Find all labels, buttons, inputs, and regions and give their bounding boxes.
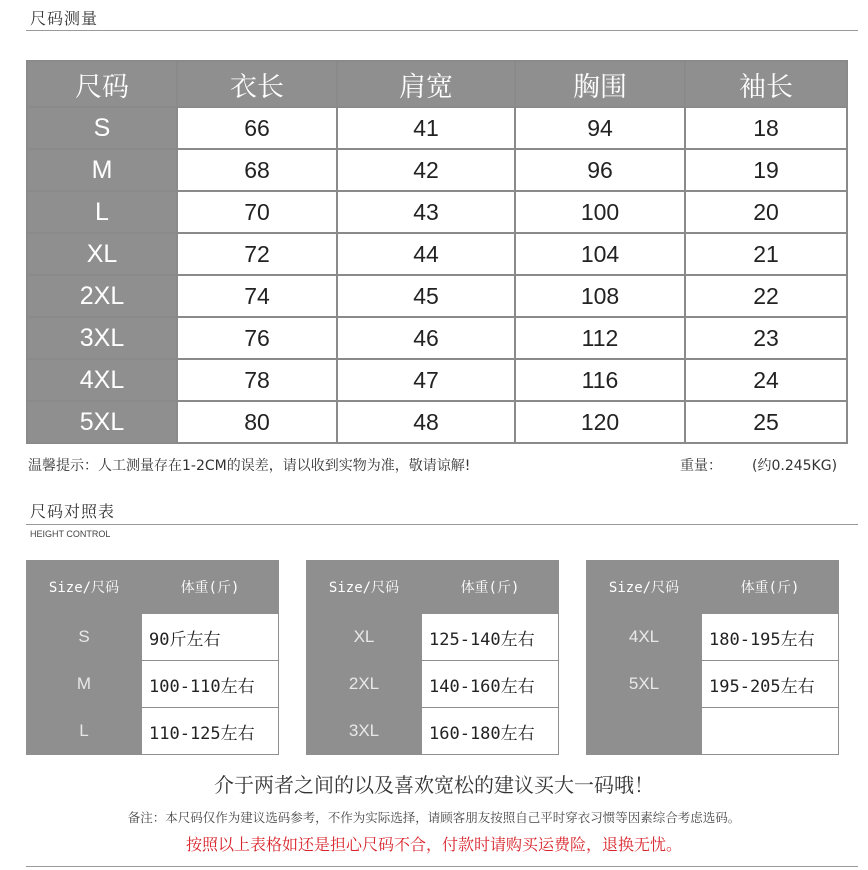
note-shipping-insurance: 按照以上表格如还是担心尺码不合，付款时请购买运费险，退换无忧。 bbox=[185, 835, 682, 854]
measurement-cell: 24 bbox=[685, 359, 847, 401]
measurement-cell: 45 bbox=[337, 275, 515, 317]
section-subtitle: HEIGHT CONTROL bbox=[30, 529, 111, 539]
weight-range-cell: 110-125左右 bbox=[142, 708, 279, 755]
weight-table-2 bbox=[306, 560, 559, 755]
measurement-cell: 76 bbox=[177, 317, 337, 359]
measurement-cell: 96 bbox=[515, 149, 685, 191]
table-row bbox=[27, 614, 279, 661]
measurement-cell: 78 bbox=[177, 359, 337, 401]
header-shoulder: 肩宽 bbox=[337, 61, 515, 107]
table-row bbox=[587, 708, 839, 755]
note-disclaimer: 备注：本尺码仅作为建议选码参考，不作为实际选择，请顾客朋友按照自己平时穿衣习惯等因素综合考虑选码。 bbox=[127, 810, 741, 825]
table-header-row bbox=[27, 61, 847, 107]
table-row bbox=[307, 661, 559, 708]
table-row bbox=[587, 661, 839, 708]
weight-table-col-weight: 体重(斤) bbox=[422, 561, 559, 614]
weight-range-cell: 125-140左右 bbox=[422, 614, 559, 661]
measurement-cell: 22 bbox=[685, 275, 847, 317]
measurement-cell: 68 bbox=[177, 149, 337, 191]
table-row bbox=[307, 614, 559, 661]
measurement-cell: 48 bbox=[337, 401, 515, 443]
measurement-cell: 19 bbox=[685, 149, 847, 191]
table-row bbox=[27, 708, 279, 755]
table-row bbox=[27, 233, 847, 275]
table-row bbox=[27, 661, 279, 708]
measurement-cell: 21 bbox=[685, 233, 847, 275]
table-row bbox=[27, 317, 847, 359]
size-label-cell: XL bbox=[27, 233, 177, 275]
measurement-cell: 66 bbox=[177, 107, 337, 149]
weight-table-col-size: Size/尺码 bbox=[587, 561, 702, 614]
table-row bbox=[27, 275, 847, 317]
weight-range-cell: 160-180左右 bbox=[422, 708, 559, 755]
header-sleeve: 袖长 bbox=[685, 61, 847, 107]
weight-table-3 bbox=[586, 560, 839, 755]
measurement-cell: 23 bbox=[685, 317, 847, 359]
weight-range-cell: 90斤左右 bbox=[142, 614, 279, 661]
table-row bbox=[27, 107, 847, 149]
measurement-cell: 47 bbox=[337, 359, 515, 401]
section-title-measurement: 尺码测量 bbox=[30, 9, 99, 28]
size-label-cell: 2XL bbox=[307, 661, 422, 708]
weight-table-col-weight: 体重(斤) bbox=[142, 561, 279, 614]
measurement-cell: 43 bbox=[337, 191, 515, 233]
measurement-cell: 112 bbox=[515, 317, 685, 359]
measurement-cell: 18 bbox=[685, 107, 847, 149]
size-label-cell: M bbox=[27, 149, 177, 191]
weight-range-cell: 100-110左右 bbox=[142, 661, 279, 708]
measurement-cell: 70 bbox=[177, 191, 337, 233]
header-size: 尺码 bbox=[27, 61, 177, 107]
measurement-cell: 80 bbox=[177, 401, 337, 443]
measurement-cell: 104 bbox=[515, 233, 685, 275]
weight-table-col-size: Size/尺码 bbox=[27, 561, 142, 614]
size-label-cell: S bbox=[27, 107, 177, 149]
divider bbox=[26, 524, 858, 525]
weight-table-col-size: Size/尺码 bbox=[307, 561, 422, 614]
size-label-cell: XL bbox=[307, 614, 422, 661]
table-row bbox=[27, 359, 847, 401]
size-label-cell: 5XL bbox=[587, 661, 702, 708]
note-recommend-size-up: 介于两者之间的以及喜欢宽松的建议买大一码哦！ bbox=[214, 773, 654, 797]
measurement-cell: 116 bbox=[515, 359, 685, 401]
weight-range-cell: 195-205左右 bbox=[702, 661, 839, 708]
weight-range-cell: 180-195左右 bbox=[702, 614, 839, 661]
size-label-cell: 2XL bbox=[27, 275, 177, 317]
size-label-cell: L bbox=[27, 191, 177, 233]
size-label-cell: 3XL bbox=[307, 708, 422, 755]
section-title-size-chart: 尺码对照表 bbox=[30, 502, 116, 521]
measurement-cell: 74 bbox=[177, 275, 337, 317]
weight-table-col-weight: 体重(斤) bbox=[702, 561, 839, 614]
weight-range-cell bbox=[702, 708, 839, 755]
weight-table-1 bbox=[26, 560, 279, 755]
size-label-cell: 4XL bbox=[587, 614, 702, 661]
table-row bbox=[27, 191, 847, 233]
table-row bbox=[27, 149, 847, 191]
size-measurement-table bbox=[26, 60, 848, 444]
size-label-cell: 3XL bbox=[27, 317, 177, 359]
header-chest: 胸围 bbox=[515, 61, 685, 107]
measurement-cell: 72 bbox=[177, 233, 337, 275]
measurement-cell: 41 bbox=[337, 107, 515, 149]
size-label-cell: S bbox=[27, 614, 142, 661]
measurement-cell: 20 bbox=[685, 191, 847, 233]
table-row bbox=[307, 708, 559, 755]
measurement-cell: 94 bbox=[515, 107, 685, 149]
weight-value: (约0.245KG) bbox=[752, 458, 838, 474]
weight-range-cell: 140-160左右 bbox=[422, 661, 559, 708]
size-label-cell bbox=[587, 708, 702, 755]
weight-label: 重量： bbox=[680, 458, 722, 474]
table-row bbox=[27, 401, 847, 443]
measurement-cell: 25 bbox=[685, 401, 847, 443]
measurement-tip: 温馨提示：人工测量存在1-2CM的误差，请以收到实物为准，敬请谅解! bbox=[28, 458, 471, 474]
divider bbox=[26, 30, 858, 31]
measurement-cell: 42 bbox=[337, 149, 515, 191]
size-label-cell: 5XL bbox=[27, 401, 177, 443]
table-row bbox=[587, 614, 839, 661]
bottom-divider bbox=[26, 866, 858, 867]
measurement-cell: 44 bbox=[337, 233, 515, 275]
size-label-cell: M bbox=[27, 661, 142, 708]
measurement-cell: 120 bbox=[515, 401, 685, 443]
measurement-cell: 100 bbox=[515, 191, 685, 233]
measurement-cell: 46 bbox=[337, 317, 515, 359]
size-label-cell: L bbox=[27, 708, 142, 755]
size-label-cell: 4XL bbox=[27, 359, 177, 401]
header-length: 衣长 bbox=[177, 61, 337, 107]
measurement-cell: 108 bbox=[515, 275, 685, 317]
